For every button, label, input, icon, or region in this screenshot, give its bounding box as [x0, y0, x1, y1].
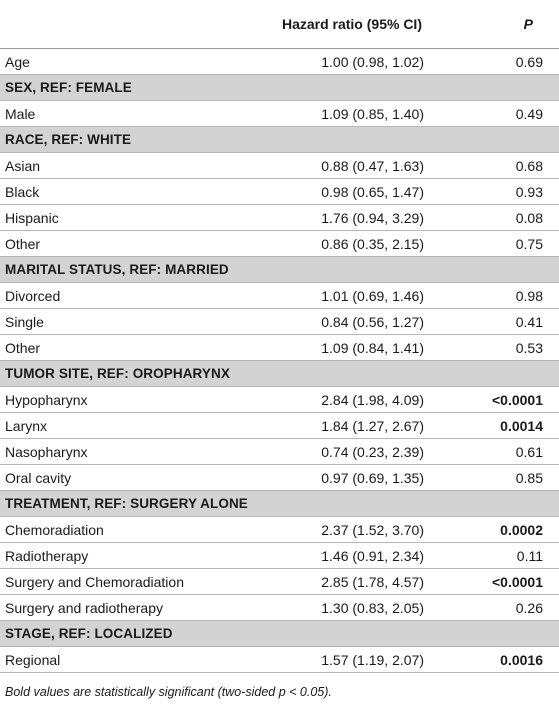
hazard-ratio-value: 1.30 (0.83, 2.05) [228, 595, 428, 621]
table-row [0, 595, 559, 621]
variable-label: Surgery and radiotherapy [0, 595, 228, 621]
variable-label: Regional [0, 647, 228, 673]
hazard-ratio-value: 1.84 (1.27, 2.67) [228, 413, 428, 439]
p-value: 0.75 [428, 231, 559, 257]
p-value: 0.61 [428, 439, 559, 465]
hazard-ratio-value: 1.09 (0.85, 1.40) [228, 101, 428, 127]
variable-label: Chemoradiation [0, 517, 228, 543]
table-row [0, 283, 559, 309]
hazard-ratio-value: 1.00 (0.98, 1.02) [228, 49, 428, 75]
table-row [0, 647, 559, 673]
table-row [0, 179, 559, 205]
variable-label: Nasopharynx [0, 439, 228, 465]
p-value-significant: <0.0001 [428, 569, 559, 595]
table-header-row [0, 0, 559, 49]
table-row [0, 439, 559, 465]
p-value: 0.98 [428, 283, 559, 309]
hazard-ratio-value: 0.98 (0.65, 1.47) [228, 179, 428, 205]
table-row [0, 309, 559, 335]
section-header-row [0, 257, 559, 283]
section-header-row [0, 361, 559, 387]
hazard-ratio-value: 1.76 (0.94, 3.29) [228, 205, 428, 231]
section-label: STAGE, REF: LOCALIZED [0, 621, 559, 647]
table-row [0, 335, 559, 361]
header-p-value: P [428, 0, 559, 49]
variable-label: Hispanic [0, 205, 228, 231]
section-label: TREATMENT, REF: SURGERY ALONE [0, 491, 559, 517]
header-variable [0, 0, 228, 49]
table-row [0, 517, 559, 543]
hazard-ratio-value: 0.74 (0.23, 2.39) [228, 439, 428, 465]
p-value: 0.93 [428, 179, 559, 205]
p-value: 0.53 [428, 335, 559, 361]
p-value: 0.11 [428, 543, 559, 569]
table-row [0, 543, 559, 569]
table-row [0, 231, 559, 257]
p-value: 0.85 [428, 465, 559, 491]
section-label: SEX, REF: FEMALE [0, 75, 559, 101]
p-value: 0.26 [428, 595, 559, 621]
table-row [0, 153, 559, 179]
table-row [0, 569, 559, 595]
section-label: TUMOR SITE, REF: OROPHARYNX [0, 361, 559, 387]
variable-label: Surgery and Chemoradiation [0, 569, 228, 595]
variable-label: Larynx [0, 413, 228, 439]
table-row [0, 465, 559, 491]
table-footnote: Bold values are statistically significant (two-sided p < 0.05). [5, 685, 332, 699]
table-body [0, 49, 559, 673]
variable-label: Asian [0, 153, 228, 179]
p-value-significant: 0.0016 [428, 647, 559, 673]
variable-label: Male [0, 101, 228, 127]
hazard-ratio-value: 1.01 (0.69, 1.46) [228, 283, 428, 309]
hazard-ratio-value: 1.46 (0.91, 2.34) [228, 543, 428, 569]
hazard-ratio-value: 0.97 (0.69, 1.35) [228, 465, 428, 491]
variable-label: Radiotherapy [0, 543, 228, 569]
variable-label: Age [0, 49, 228, 75]
table-row [0, 205, 559, 231]
variable-label: Hypopharynx [0, 387, 228, 413]
variable-label: Other [0, 231, 228, 257]
hazard-ratio-value: 2.84 (1.98, 4.09) [228, 387, 428, 413]
variable-label: Divorced [0, 283, 228, 309]
section-header-row [0, 75, 559, 101]
variable-label: Single [0, 309, 228, 335]
table-row [0, 49, 559, 75]
hazard-ratio-value: 2.85 (1.78, 4.57) [228, 569, 428, 595]
variable-label: Black [0, 179, 228, 205]
hazard-ratio-value: 2.37 (1.52, 3.70) [228, 517, 428, 543]
p-value: 0.49 [428, 101, 559, 127]
table-row [0, 387, 559, 413]
hazard-ratio-value: 1.09 (0.84, 1.41) [228, 335, 428, 361]
p-value-significant: <0.0001 [428, 387, 559, 413]
p-value-significant: 0.0014 [428, 413, 559, 439]
section-label: RACE, REF: WHITE [0, 127, 559, 153]
p-value: 0.69 [428, 49, 559, 75]
section-header-row [0, 127, 559, 153]
hazard-ratio-value: 0.86 (0.35, 2.15) [228, 231, 428, 257]
hazard-ratio-value: 1.57 (1.19, 2.07) [228, 647, 428, 673]
variable-label: Oral cavity [0, 465, 228, 491]
table-row [0, 101, 559, 127]
variable-label: Other [0, 335, 228, 361]
hazard-ratio-value: 0.88 (0.47, 1.63) [228, 153, 428, 179]
header-hazard-ratio: Hazard ratio (95% CI) [228, 0, 428, 49]
p-value: 0.68 [428, 153, 559, 179]
section-label: MARITAL STATUS, REF: MARRIED [0, 257, 559, 283]
section-header-row [0, 621, 559, 647]
section-header-row [0, 491, 559, 517]
p-value-significant: 0.0002 [428, 517, 559, 543]
table-row [0, 413, 559, 439]
hazard-ratio-value: 0.84 (0.56, 1.27) [228, 309, 428, 335]
p-value: 0.41 [428, 309, 559, 335]
p-value: 0.08 [428, 205, 559, 231]
